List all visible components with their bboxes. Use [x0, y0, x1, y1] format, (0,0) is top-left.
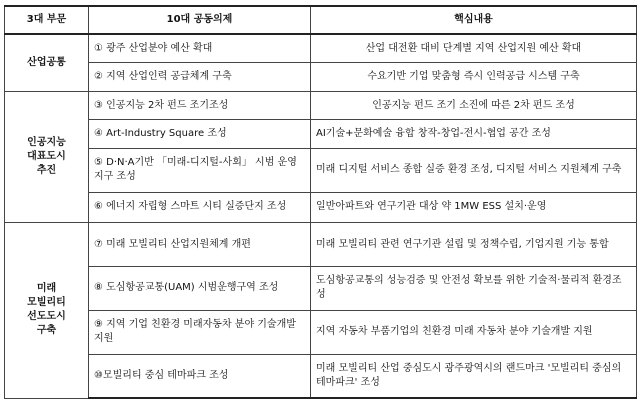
category-label-line: 대표도시 — [27, 151, 66, 163]
agenda-table — [4, 5, 637, 399]
category-ai — [5, 91, 89, 222]
agenda-item: ⑥ 에너지 자립형 스마트 시티 실증단지 조성 — [89, 192, 311, 223]
agenda-detail: 산업 대전환 대비 단계별 지역 산업지원 예산 확대 — [311, 34, 637, 62]
agenda-detail: 지역 자동차 부품기업의 친환경 미래 자동차 분야 기술개발 지원 — [311, 310, 637, 354]
table-row — [5, 63, 637, 91]
table-row — [5, 310, 637, 354]
category-label-line: 모빌리티 — [27, 297, 66, 309]
agenda-item: ⑧ 도심항공교통(UAM) 시범운행구역 조성 — [89, 267, 311, 311]
category-label-line: 산업공통 — [27, 57, 66, 69]
category-label-line: 선도도시 — [27, 311, 66, 323]
agenda-detail: 미래 모빌리티 관련 연구기관 설립 및 정책수립, 기업지원 기능 통합 — [311, 223, 637, 267]
table-row — [5, 120, 637, 148]
table-row — [5, 91, 637, 119]
category-mobility — [5, 223, 89, 398]
table-row — [5, 192, 637, 223]
table-row — [5, 148, 637, 192]
header-agenda: 10대 공동의제 — [89, 6, 311, 34]
header-row — [5, 6, 637, 34]
agenda-detail: 일반아파트와 연구기관 대상 약 1MW ESS 설치·운영 — [311, 192, 637, 223]
agenda-detail: 미래 디지털 서비스 종합 실증 환경 조성, 디지털 서비스 지원체계 구축 — [311, 148, 637, 192]
agenda-detail: AI기술+문화예술 융합 창작-창업-전시-협업 공간 조성 — [311, 120, 637, 148]
header-content: 핵심내용 — [311, 6, 637, 34]
table-row — [5, 223, 637, 267]
agenda-item: ② 지역 산업인력 공급체계 구축 — [89, 63, 311, 91]
agenda-item: ⑨ 지역 기업 친환경 미래자동차 분야 기술개발 지원 — [89, 310, 311, 354]
agenda-item: ⑩모빌리티 중심 테마파크 조성 — [89, 354, 311, 398]
agenda-item: ④ Art-Industry Square 조성 — [89, 120, 311, 148]
agenda-item: ① 광주 산업분야 예산 확대 — [89, 34, 311, 62]
agenda-item: ⑤ D·N·A기반 「미래-디지털-사회」 시범 운영지구 조성 — [89, 148, 311, 192]
category-label-line: 인공지능 — [27, 137, 66, 149]
category-label-line: 미래 — [36, 283, 57, 295]
table-row — [5, 354, 637, 398]
agenda-detail: 미래 모빌리티 산업 중심도시 광주광역시의 랜드마크 '모빌리티 중심의 테마파크' 조성 — [311, 354, 637, 398]
category-label-line: 추진 — [36, 165, 57, 177]
category-label-line: 구축 — [36, 325, 57, 337]
agenda-detail: 수요기반 기업 맞춤형 즉시 인력공급 시스템 구축 — [311, 63, 637, 91]
header-category: 3대 부문 — [5, 6, 89, 34]
agenda-detail: 인공지능 펀드 조기 소진에 따른 2차 펀드 조성 — [311, 91, 637, 119]
agenda-detail: 도심항공교통의 성능검증 및 안전성 확보를 위한 기술적·물리적 환경조성 — [311, 267, 637, 311]
category-industry — [5, 34, 89, 91]
table-row — [5, 34, 637, 62]
agenda-item: ③ 인공지능 2차 펀드 조기조성 — [89, 91, 311, 119]
agenda-item: ⑦ 미래 모빌리티 산업지원체계 개편 — [89, 223, 311, 267]
table-row — [5, 267, 637, 311]
